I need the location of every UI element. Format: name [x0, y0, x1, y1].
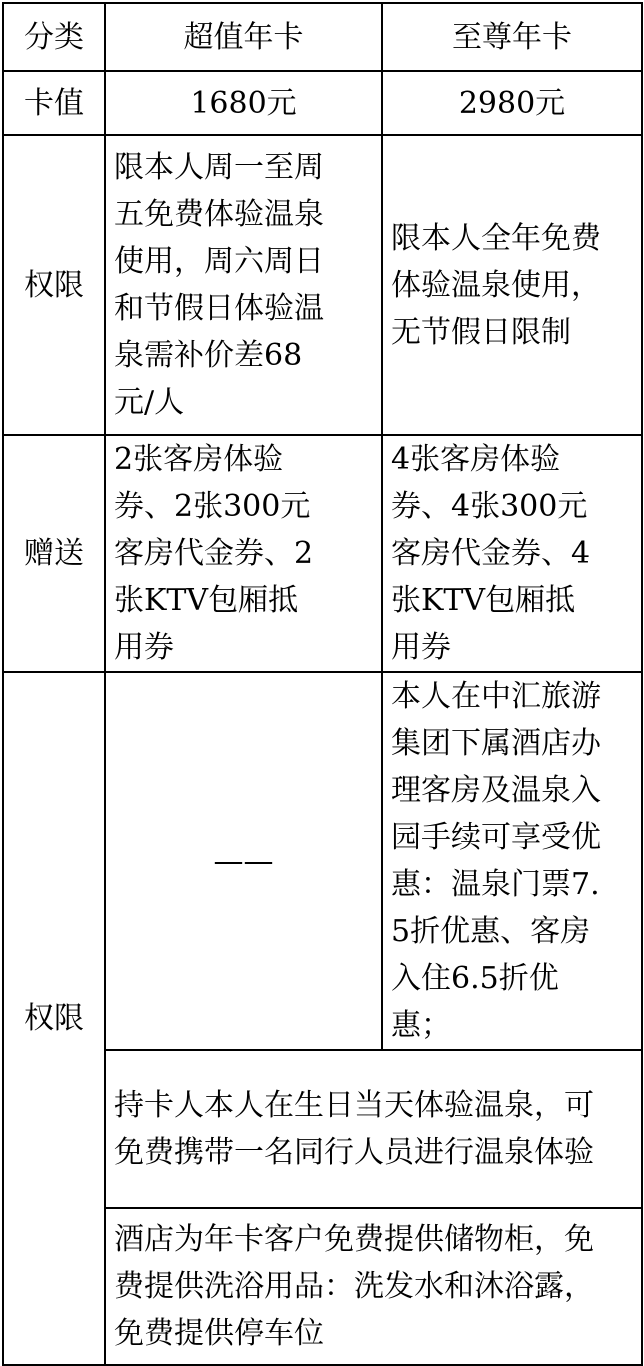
extra-rights-row [3, 672, 642, 1050]
category-header: 分类 [3, 3, 105, 71]
card2-extra-cell [382, 672, 642, 1050]
rights-row [3, 135, 642, 435]
annual-card-table [2, 2, 643, 1366]
card1-rights-cell [105, 135, 382, 435]
gift-row [3, 435, 642, 672]
birthday-benefit: 持卡人本人在生日当天体验温泉，可免费携带一名同行人员进行温泉体验 [114, 1088, 594, 1170]
extra-rights-label: 权限 [3, 672, 105, 1365]
value-label: 卡值 [3, 71, 105, 135]
facilities-benefit: 酒店为年卡客户免费提供储物柜，免费提供洗浴用品：洗发水和沐浴露，免费提供停车位 [114, 1222, 594, 1351]
header-row [3, 3, 642, 71]
card1-value: 1680元 [105, 71, 382, 135]
card1-extra: —— [105, 672, 382, 1050]
card2-rights: 限本人全年免费体验温泉使用，无节假日限制 [391, 220, 601, 350]
card1-gift-cell [105, 435, 382, 672]
card2-rights-cell [382, 135, 642, 435]
card1-gift: 2张客房体验券、2张300元客房代金券、2张KTV包厢抵用券 [114, 442, 314, 665]
card2-value: 2980元 [382, 71, 642, 135]
facilities-cell [105, 1208, 642, 1365]
value-row [3, 71, 642, 135]
card2-header: 至尊年卡 [382, 3, 642, 71]
card2-gift-cell [382, 435, 642, 672]
card2-gift: 4张客房体验券、4张300元客房代金券、4张KTV包厢抵用券 [391, 442, 591, 665]
card1-header: 超值年卡 [105, 3, 382, 71]
card2-extra: 本人在中汇旅游集团下属酒店办理客房及温泉入园手续可享受优惠：温泉门票7.5折优惠、客房入住6.5折优惠； [391, 679, 601, 1043]
rights-label: 权限 [3, 135, 105, 435]
birthday-cell [105, 1050, 642, 1208]
card1-rights: 限本人周一至周五免费体验温泉使用，周六周日和节假日体验温泉需补价差68元/人 [114, 150, 324, 420]
gift-label: 赠送 [3, 435, 105, 672]
